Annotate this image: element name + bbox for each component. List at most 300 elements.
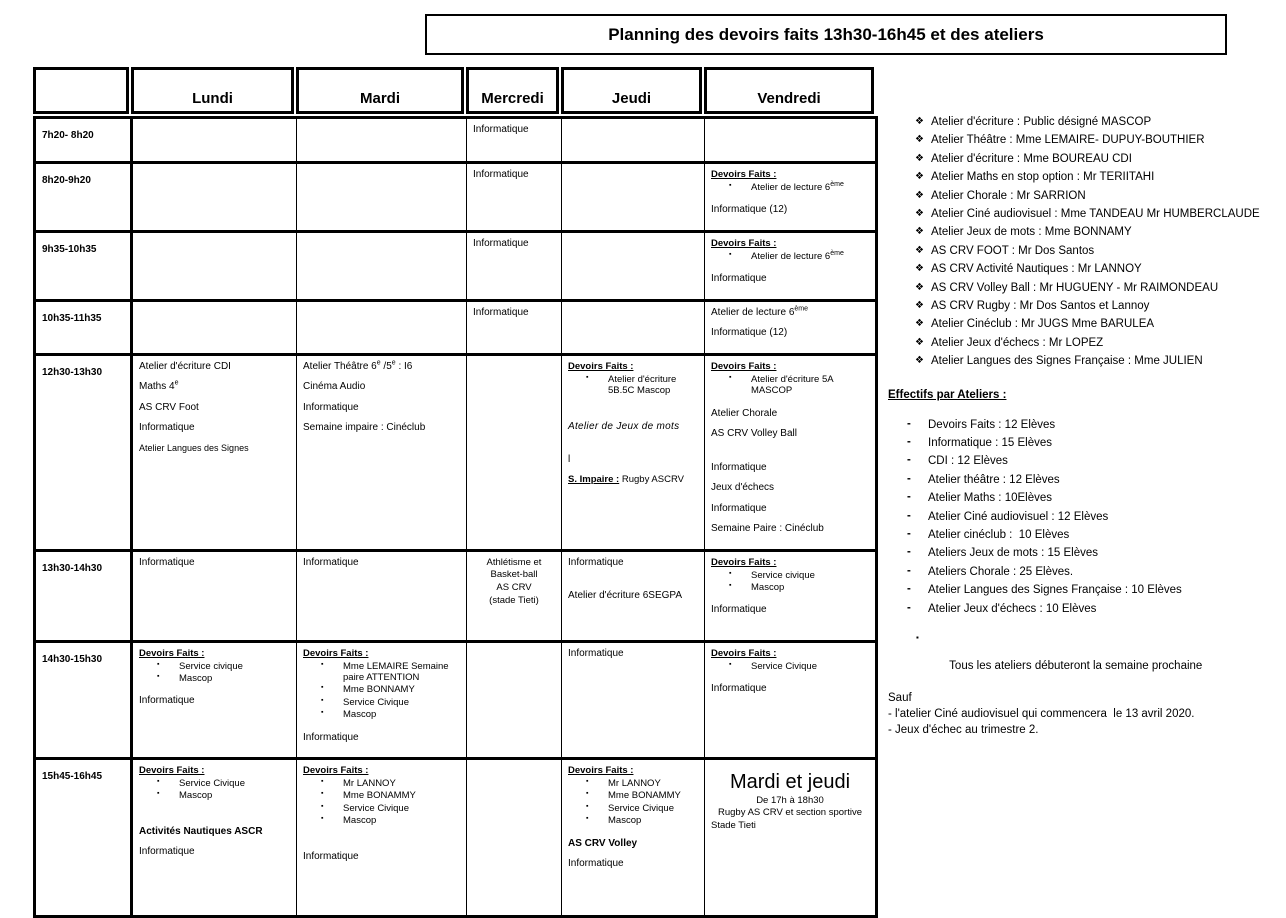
square-bullet-icon: ▪	[586, 790, 589, 798]
page-title: Planning des devoirs faits 13h30-16h45 et des ateliers	[608, 24, 1044, 44]
diamond-bullet-icon: ❖	[915, 318, 924, 330]
planning-cell	[562, 641, 705, 758]
atelier-text: AS CRV Rugby : Mr Dos Santos et Lannoy	[931, 299, 1150, 312]
cell-line: Informatique	[568, 647, 624, 659]
diamond-bullet-icon: ❖	[915, 152, 924, 164]
square-bullet-icon: ▪	[729, 660, 732, 668]
time-cell: 7h20- 8h20	[35, 118, 132, 163]
planning-cell	[562, 759, 705, 917]
table-row	[35, 641, 877, 758]
diamond-bullet-icon: ❖	[915, 355, 924, 367]
bullet-text: Mascop	[751, 581, 785, 593]
table-row	[35, 550, 877, 641]
cell-line	[303, 361, 460, 373]
bullet-item	[303, 661, 460, 684]
devoirs-faits-block	[711, 648, 869, 672]
atelier-item	[888, 171, 1280, 185]
atelier-text: Atelier Théâtre : Mme LEMAIRE- DUPUY-BOUTHIER	[931, 134, 1205, 147]
diamond-bullet-icon: ❖	[915, 281, 924, 293]
effectif-item	[888, 455, 1280, 469]
time-cell: 10h35-11h35	[35, 300, 132, 354]
bullet-item	[568, 374, 698, 397]
title-box	[425, 14, 1227, 55]
effectifs-list	[888, 419, 1280, 617]
cell-line: Semaine Paire : Cinéclub	[711, 523, 824, 535]
devoirs-faits-block	[139, 648, 290, 685]
diamond-bullet-icon: ❖	[915, 171, 924, 183]
devoirs-bullet-list	[139, 778, 290, 802]
devoirs-faits-block	[303, 765, 460, 827]
square-bullet-icon: ▪	[729, 250, 732, 258]
text-part: : I6	[395, 360, 413, 372]
ateliers-list	[888, 116, 1280, 369]
devoirs-faits-block	[568, 361, 698, 397]
cell-line: Informatique	[303, 401, 359, 413]
planning-cell	[132, 231, 297, 300]
effectif-text: Informatique : 15 Elèves	[928, 437, 1053, 450]
effectif-item	[888, 437, 1280, 451]
planning-cell	[705, 354, 877, 550]
devoirs-bullet-list	[711, 570, 869, 594]
effectif-text: Devoirs Faits : 12 Elèves	[928, 418, 1056, 431]
cell-line: Atelier d'écriture 6SEGPA	[568, 590, 682, 602]
square-bullet-icon: ▪	[157, 660, 160, 668]
devoirs-bullet-list	[568, 778, 698, 827]
cell-line: Informatique	[711, 502, 767, 514]
line-label: S. Impaire :	[568, 473, 620, 485]
effectif-item	[888, 584, 1280, 598]
effectif-text: CDI : 12 Elèves	[928, 455, 1008, 468]
line-text: Rugby ASCRV	[619, 473, 684, 485]
time-cell: 8h20-9h20	[35, 163, 132, 232]
cell-line: Informatique	[139, 846, 195, 858]
bullet-text: Mme BONNAMY	[343, 684, 415, 696]
devoirs-faits-label: Devoirs Faits :	[568, 765, 634, 777]
bullet-text: Mme BONAMMY	[608, 790, 681, 802]
bullet-item	[711, 582, 869, 593]
atelier-text: Atelier d'écriture : Mme BOUREAU CDI	[931, 152, 1132, 165]
day-header-mercredi: Mercredi	[466, 67, 559, 114]
planning-cell	[705, 300, 877, 354]
cell-line: Informatique	[139, 556, 195, 568]
right-panel	[888, 116, 1280, 740]
devoirs-faits-block	[711, 238, 869, 262]
cell-line: Informatique	[473, 306, 529, 318]
effectif-text: Ateliers Chorale : 25 Elèves.	[928, 565, 1074, 578]
cell-spacer	[568, 408, 698, 421]
cell-line: Semaine impaire : Cinéclub	[303, 422, 426, 434]
atelier-text: Atelier Langues des Signes Française : Mme JULIEN	[931, 355, 1203, 368]
dash-bullet-icon: -	[907, 491, 911, 504]
planning-cell	[705, 163, 877, 232]
planning-cell	[132, 641, 297, 758]
bullet-item	[711, 182, 869, 193]
cell-line: Informatique	[473, 169, 529, 180]
atelier-text: Atelier Jeux d'échecs : Mr LOPEZ	[931, 336, 1104, 349]
note-all-ateliers	[888, 632, 1280, 687]
atelier-item	[888, 245, 1280, 259]
effectif-item	[888, 419, 1280, 433]
square-bullet-icon: ▪	[586, 815, 589, 823]
planning-cell	[467, 118, 562, 163]
table-header-row	[33, 67, 875, 114]
effectif-text: Atelier Maths : 10Elèves	[928, 492, 1053, 505]
devoirs-bullet-list	[711, 182, 869, 193]
cell-line: l	[568, 454, 571, 466]
square-bullet-icon: ▪	[321, 815, 324, 823]
bullet-text: Service civique	[751, 569, 815, 581]
square-bullet-icon: ▪	[321, 696, 324, 704]
square-bullet-icon: ▪	[586, 373, 589, 381]
cell-line: Atelier Chorale	[711, 407, 778, 419]
effectif-text: Atelier Jeux d'échecs : 10 Elèves	[928, 602, 1097, 615]
atelier-item	[888, 337, 1280, 351]
effectif-item	[888, 603, 1280, 617]
atelier-item	[888, 134, 1280, 148]
devoirs-faits-block	[139, 765, 290, 802]
diamond-bullet-icon: ❖	[915, 263, 924, 275]
note-sauf: Sauf	[888, 691, 912, 704]
cell-line: Jeux d'échecs	[711, 482, 775, 494]
bullet-text	[751, 251, 844, 262]
planning-cell	[132, 759, 297, 917]
corner-box	[33, 67, 129, 114]
planning-cell	[132, 163, 297, 232]
devoirs-faits-label: Devoirs Faits :	[139, 647, 205, 659]
table-row	[35, 300, 877, 354]
center-line: AS CRV	[496, 582, 532, 594]
bullet-item	[139, 790, 290, 801]
atelier-text: AS CRV FOOT : Mr Dos Santos	[931, 244, 1095, 257]
square-bullet-icon: ▪	[321, 778, 324, 786]
cell-line: AS CRV Volley	[568, 837, 638, 849]
rugby-info-block	[711, 765, 869, 832]
planning-cell	[562, 163, 705, 232]
planning-cell	[562, 550, 705, 641]
bullet-text: Mascop	[343, 709, 377, 721]
bullet-item	[303, 803, 460, 814]
cell-line: Atelier Langues des Signes	[139, 442, 249, 453]
planning-cell	[562, 300, 705, 354]
bullet-text: Service civique	[179, 660, 243, 672]
bullet-text: Service Civique	[343, 802, 409, 814]
bullet-text: Mascop	[179, 790, 213, 802]
atelier-text: Atelier Jeux de mots : Mme BONNAMY	[931, 226, 1132, 239]
square-bullet-icon: ▪	[729, 569, 732, 577]
atelier-text: Atelier Chorale : Mr SARRION	[931, 189, 1086, 202]
dash-bullet-icon: -	[907, 417, 911, 430]
planning-body	[35, 118, 877, 917]
cell-line: AS CRV Volley Ball	[711, 428, 797, 440]
text-part: Atelier de lecture 6	[751, 250, 831, 262]
table-row	[35, 118, 877, 163]
cell-line: Activités Nautiques ASCR	[139, 825, 263, 837]
devoirs-faits-label: Devoirs Faits :	[139, 765, 205, 777]
planning-cell	[467, 759, 562, 917]
bullet-item	[303, 697, 460, 708]
square-bullet-icon: ▪	[321, 802, 324, 810]
atelier-text: Atelier Maths en stop option : Mr TERIITAHI	[931, 171, 1155, 184]
info-line-left: Stade Tieti	[711, 819, 756, 831]
planning-cell	[562, 354, 705, 550]
effectif-item	[888, 547, 1280, 561]
dash-bullet-icon: -	[907, 436, 911, 449]
cell-line: Informatique	[711, 273, 767, 285]
planning-cell	[467, 300, 562, 354]
bullet-item	[139, 661, 290, 672]
square-bullet-icon: ▪	[321, 790, 324, 798]
devoirs-faits-block	[711, 169, 869, 193]
atelier-item	[888, 190, 1280, 204]
bullet-text: Service Civique	[343, 696, 409, 708]
planning-cell	[562, 118, 705, 163]
info-line: De 17h à 18h30	[756, 795, 824, 807]
cell-line: Informatique	[711, 682, 767, 694]
devoirs-faits-label: Devoirs Faits :	[711, 360, 777, 372]
planning-cell	[467, 231, 562, 300]
effectif-text: Ateliers Jeux de mots : 15 Elèves	[928, 547, 1099, 560]
day-header-vendredi: Vendredi	[704, 67, 874, 114]
dash-bullet-icon: -	[907, 546, 911, 559]
bullet-item	[568, 790, 698, 801]
bullet-text: Mr LANNOY	[343, 778, 396, 790]
effectif-item	[888, 511, 1280, 525]
day-header-mardi: Mardi	[296, 67, 464, 114]
planning-cell	[705, 118, 877, 163]
planning-cell	[705, 759, 877, 917]
square-bullet-icon: ▪	[321, 709, 324, 717]
square-bullet-icon: ▪	[729, 373, 732, 381]
bullet-item	[711, 570, 869, 581]
devoirs-faits-label: Devoirs Faits :	[711, 237, 777, 249]
bullet-item	[711, 661, 869, 672]
effectif-item	[888, 566, 1280, 580]
semaine-impaire-line	[568, 475, 698, 486]
effectif-item	[888, 529, 1280, 543]
bullet-item	[139, 778, 290, 789]
planning-cell	[132, 354, 297, 550]
time-cell: 15h45-16h45	[35, 759, 132, 917]
square-bullet-icon: ▪	[586, 802, 589, 810]
atelier-item	[888, 318, 1280, 332]
centered-block	[473, 557, 555, 608]
planning-cell	[467, 550, 562, 641]
bullet-item	[303, 790, 460, 801]
bullet-text: Service Civique	[751, 660, 817, 672]
square-bullet-icon: ▪	[916, 633, 919, 643]
atelier-item	[888, 208, 1280, 222]
atelier-text: AS CRV Volley Ball : Mr HUGUENY - Mr RAIMONDEAU	[931, 281, 1219, 294]
table-row	[35, 163, 877, 232]
effectif-item	[888, 492, 1280, 506]
bullet-item	[303, 709, 460, 720]
atelier-text: Atelier Cinéclub : Mr JUGS Mme BARULEA	[931, 318, 1155, 331]
bullet-item	[303, 778, 460, 789]
devoirs-bullet-list	[139, 661, 290, 685]
time-cell: 14h30-15h30	[35, 641, 132, 758]
devoirs-bullet-list	[711, 251, 869, 262]
devoirs-faits-label: Devoirs Faits :	[303, 647, 369, 659]
bullet-item	[303, 684, 460, 695]
atelier-item	[888, 153, 1280, 167]
superscript-text: e	[174, 379, 179, 387]
dash-bullet-icon: -	[907, 583, 911, 596]
effectif-item	[888, 474, 1280, 488]
note-echec: - Jeux d'échec au trimestre 2.	[888, 724, 1039, 737]
time-cell: 12h30-13h30	[35, 354, 132, 550]
square-bullet-icon: ▪	[157, 790, 160, 798]
bullet-item	[711, 251, 869, 262]
planning-cell	[297, 354, 467, 550]
diamond-bullet-icon: ❖	[915, 244, 924, 256]
cell-line	[711, 307, 869, 319]
square-bullet-icon: ▪	[321, 684, 324, 692]
planning-cell	[297, 300, 467, 354]
text-part: Atelier de lecture 6	[711, 306, 795, 318]
superscript-text: e	[391, 359, 396, 367]
atelier-text: Atelier d'écriture : Public désigné MASCOP	[931, 116, 1152, 128]
superscript-text: ème	[830, 249, 844, 257]
cell-line: Atelier d'écriture CDI	[139, 360, 231, 372]
devoirs-faits-block	[711, 557, 869, 594]
square-bullet-icon: ▪	[729, 182, 732, 189]
planning-cell	[297, 759, 467, 917]
planning-cell	[297, 118, 467, 163]
devoirs-faits-label: Devoirs Faits :	[711, 169, 777, 180]
devoirs-bullet-list	[303, 661, 460, 721]
superscript-text: ème	[830, 180, 844, 188]
diamond-bullet-icon: ❖	[915, 116, 924, 127]
cell-spacer	[568, 441, 698, 454]
bullet-text: Atelier d'écriture 5B.5C Mascop	[608, 373, 677, 397]
atelier-item	[888, 226, 1280, 240]
planning-cell	[297, 550, 467, 641]
atelier-item	[888, 300, 1280, 314]
big-title: Mardi et jeudi	[729, 771, 851, 794]
atelier-item	[888, 116, 1280, 130]
square-bullet-icon: ▪	[321, 660, 324, 668]
center-line: Athlétisme et	[486, 556, 542, 568]
effectifs-heading: Effectifs par Ateliers :	[888, 388, 1007, 401]
atelier-text: AS CRV Activité Nautiques : Mr LANNOY	[931, 263, 1142, 276]
planning-cell	[467, 641, 562, 758]
dash-bullet-icon: -	[907, 601, 911, 614]
cell-line: Informatique	[303, 556, 359, 568]
bullet-item	[139, 673, 290, 684]
cell-spacer	[568, 577, 698, 590]
planning-cell	[562, 231, 705, 300]
devoirs-bullet-list	[711, 374, 869, 397]
planning-cell	[705, 231, 877, 300]
planning-cell	[297, 231, 467, 300]
planning-cell	[705, 641, 877, 758]
effectif-text: Atelier Langues des Signes Française : 10 Elèves	[928, 584, 1182, 597]
cell-line: Informatique	[473, 124, 529, 135]
day-header-jeudi: Jeudi	[561, 67, 702, 114]
square-bullet-icon: ▪	[157, 672, 160, 680]
day-header-lundi: Lundi	[131, 67, 294, 114]
bullet-text: Mme LEMAIRE Semaine paire ATTENTION	[343, 660, 449, 683]
atelier-item	[888, 263, 1280, 277]
cell-line: Informatique (12)	[711, 327, 788, 339]
cell-line: Informatique	[303, 731, 359, 743]
square-bullet-icon: ▪	[157, 778, 160, 786]
diamond-bullet-icon: ❖	[915, 226, 924, 238]
effectif-text: Atelier cinéclub : 10 Elèves	[928, 529, 1070, 542]
bullet-item	[568, 815, 698, 826]
bullet-text	[751, 182, 844, 193]
text-part: /5	[380, 360, 392, 372]
cell-line: Informatique	[711, 604, 767, 616]
planning-table	[33, 67, 875, 918]
cell-line: Informatique	[139, 422, 195, 434]
cell-line: Informatique (12)	[711, 204, 788, 216]
atelier-item	[888, 282, 1280, 296]
superscript-text: ème	[794, 305, 809, 313]
devoirs-faits-block	[568, 765, 698, 827]
planning-cell	[132, 550, 297, 641]
cell-line	[139, 381, 290, 393]
dash-bullet-icon: -	[907, 509, 911, 522]
time-cell: 9h35-10h35	[35, 231, 132, 300]
bullet-text: Mascop	[343, 815, 377, 827]
planning-grid	[33, 116, 878, 918]
cell-line: Informatique	[139, 695, 195, 707]
dash-bullet-icon: -	[907, 528, 911, 541]
square-bullet-icon: ▪	[729, 581, 732, 589]
diamond-bullet-icon: ❖	[915, 189, 924, 201]
planning-cell	[132, 300, 297, 354]
cell-spacer	[303, 838, 460, 851]
planning-cell	[132, 118, 297, 163]
effectif-text: Atelier Ciné audiovisuel : 12 Elèves	[928, 510, 1109, 523]
cell-line: Informatique	[473, 237, 529, 249]
planning-cell	[467, 354, 562, 550]
devoirs-bullet-list	[303, 778, 460, 827]
planning-cell	[467, 163, 562, 232]
dash-bullet-icon: -	[907, 564, 911, 577]
bullet-text: Service Civique	[608, 802, 674, 814]
cell-line: AS CRV Foot	[139, 401, 199, 413]
note-cine: - l'atelier Ciné audiovisuel qui commencera le 13 avril 2020.	[888, 707, 1195, 720]
cell-line: Informatique	[568, 556, 624, 568]
note-text: Tous les ateliers débuteront la semaine prochaine	[949, 659, 1203, 672]
diamond-bullet-icon: ❖	[915, 299, 924, 311]
dash-bullet-icon: -	[907, 472, 911, 485]
diamond-bullet-icon: ❖	[915, 134, 924, 146]
cell-line: Cinéma Audio	[303, 381, 366, 393]
bullet-text: Atelier d'écriture 5A MASCOP	[751, 373, 834, 397]
center-line: Basket-ball	[490, 569, 538, 581]
bullet-text: Mme BONAMMY	[343, 790, 416, 802]
superscript-text: e	[376, 359, 381, 367]
text-part: Maths 4	[139, 381, 175, 393]
bullet-item	[711, 374, 869, 397]
devoirs-faits-label: Devoirs Faits :	[568, 360, 634, 372]
diamond-bullet-icon: ❖	[915, 336, 924, 348]
bullet-text: Mascop	[179, 672, 213, 684]
cell-line: Atelier de Jeux de mots	[568, 420, 680, 432]
devoirs-bullet-list	[568, 374, 698, 397]
bullet-item	[303, 815, 460, 826]
devoirs-faits-label: Devoirs Faits :	[303, 765, 369, 777]
cell-line: Informatique	[568, 858, 624, 870]
cell-spacer	[711, 449, 869, 462]
devoirs-faits-block	[303, 648, 460, 721]
devoirs-faits-label: Devoirs Faits :	[711, 647, 777, 659]
table-row	[35, 354, 877, 550]
effectif-text: Atelier théâtre : 12 Elèves	[928, 473, 1060, 486]
